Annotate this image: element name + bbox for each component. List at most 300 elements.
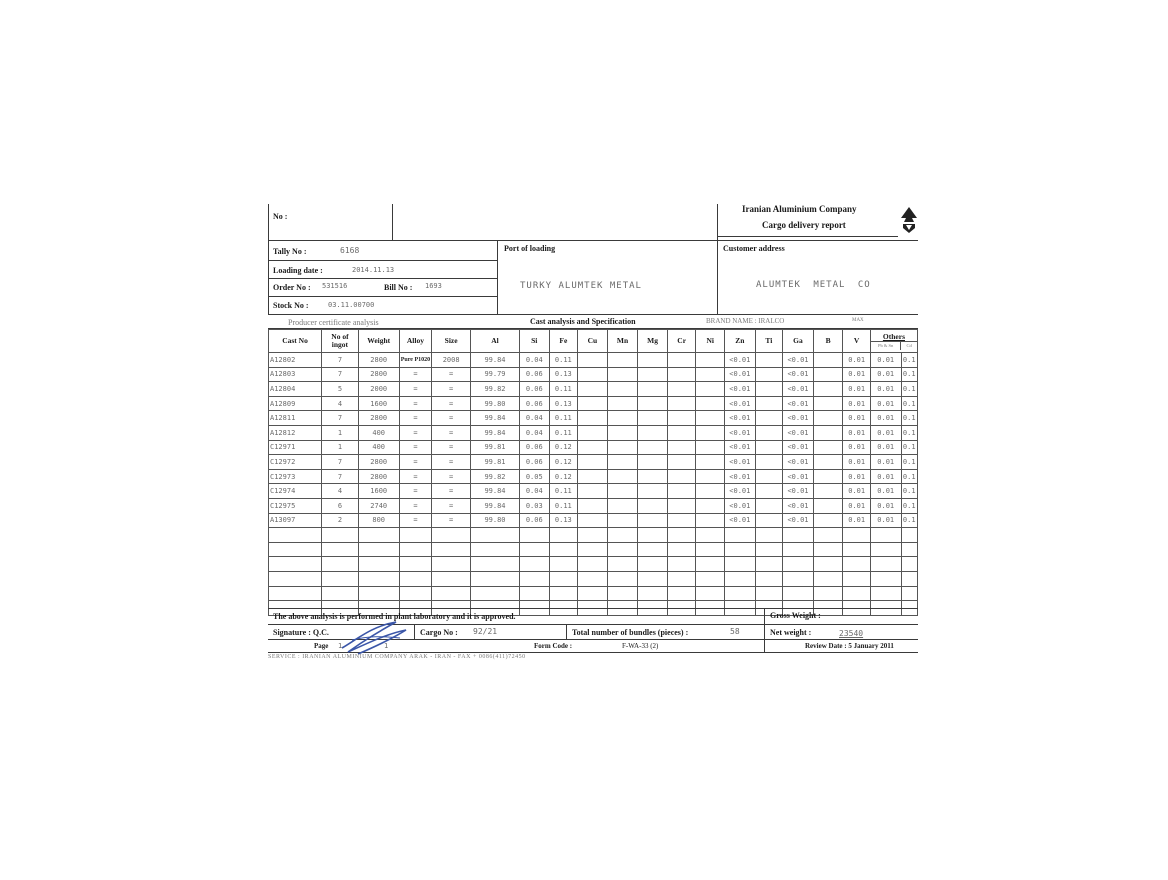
- table-cell: [471, 528, 520, 543]
- table-cell: [322, 557, 359, 572]
- table-cell: [578, 571, 608, 586]
- table-cell: [667, 484, 696, 499]
- table-cell: [667, 440, 696, 455]
- others-sub-label: Pb & Sn: [871, 342, 901, 350]
- table-cell: [667, 469, 696, 484]
- table-cell: 2: [322, 513, 359, 528]
- table-cell: 99.84: [471, 425, 520, 440]
- table-cell: [901, 528, 917, 543]
- table-cell: [813, 498, 843, 513]
- table-cell: [696, 542, 725, 557]
- table-header-row: [269, 330, 918, 353]
- table-cell: [870, 542, 901, 557]
- table-cell: 99.84: [471, 498, 520, 513]
- table-cell: [755, 382, 783, 397]
- table-cell: 0.01: [870, 382, 901, 397]
- table-cell: 0.06: [519, 396, 549, 411]
- table-row-empty: [269, 528, 918, 543]
- table-cell: 99.81: [471, 455, 520, 470]
- table-cell: 6: [322, 498, 359, 513]
- table-cell: [696, 469, 725, 484]
- table-cell: Pure P1020: [399, 353, 432, 368]
- table-cell: 7: [322, 367, 359, 382]
- table-cell: [725, 542, 756, 557]
- table-cell: 0.01: [870, 455, 901, 470]
- report-title: Cargo delivery report: [762, 220, 846, 230]
- table-cell: 7: [322, 411, 359, 426]
- table-cell: 7: [322, 455, 359, 470]
- table-cell: =: [432, 382, 471, 397]
- table-cell: [519, 586, 549, 601]
- table-cell: [607, 542, 638, 557]
- table-cell: =: [432, 411, 471, 426]
- table-cell: [399, 542, 432, 557]
- table-cell: C12972: [269, 455, 322, 470]
- table-cell: [870, 586, 901, 601]
- table-cell: [696, 353, 725, 368]
- col-header: Weight: [358, 330, 399, 353]
- table-cell: [783, 586, 814, 601]
- table-cell: [638, 367, 668, 382]
- table-cell: [813, 411, 843, 426]
- table-cell: [783, 557, 814, 572]
- table-cell: <0.01: [783, 367, 814, 382]
- table-cell: 0.06: [519, 367, 549, 382]
- table-cell: =: [399, 411, 432, 426]
- table-cell: [755, 411, 783, 426]
- table-cell: [813, 440, 843, 455]
- table-cell: 5: [322, 382, 359, 397]
- table-cell: 99.82: [471, 382, 520, 397]
- table-cell: A12804: [269, 382, 322, 397]
- table-cell: [813, 469, 843, 484]
- table-cell: =: [399, 455, 432, 470]
- table-cell: =: [399, 425, 432, 440]
- table-cell: [725, 528, 756, 543]
- review-date: Review Date : 5 January 2011: [805, 642, 894, 650]
- col-header: V: [843, 330, 871, 353]
- table-cell: 0.04: [519, 353, 549, 368]
- table-cell: [638, 353, 668, 368]
- table-cell: [432, 557, 471, 572]
- table-cell: [667, 425, 696, 440]
- table-cell: [519, 557, 549, 572]
- table-cell: 0.12: [549, 440, 578, 455]
- table-cell: [813, 367, 843, 382]
- col-header: Cr: [667, 330, 696, 353]
- table-cell: <0.01: [725, 396, 756, 411]
- table-cell: [813, 557, 843, 572]
- table-cell: 1600: [358, 396, 399, 411]
- table-cell: [843, 528, 871, 543]
- table-row: [269, 425, 918, 440]
- table-cell: [549, 557, 578, 572]
- table-cell: [696, 586, 725, 601]
- table-cell: [696, 513, 725, 528]
- table-cell: 99.80: [471, 513, 520, 528]
- table-cell: <0.01: [783, 396, 814, 411]
- table-cell: [813, 571, 843, 586]
- cargo-label: Cargo No :: [420, 628, 458, 637]
- table-cell: [696, 455, 725, 470]
- table-cell: [471, 586, 520, 601]
- table-cell: [578, 528, 608, 543]
- table-cell: 2800: [358, 367, 399, 382]
- table-cell: 0.01: [843, 367, 871, 382]
- col-header: Mn: [607, 330, 638, 353]
- table-cell: [638, 498, 668, 513]
- table-cell: [519, 542, 549, 557]
- table-cell: [901, 586, 917, 601]
- table-cell: [578, 469, 608, 484]
- table-cell: [667, 571, 696, 586]
- table-cell: [755, 498, 783, 513]
- loading-date-label: Loading date :: [273, 266, 323, 275]
- table-cell: 0.01: [870, 484, 901, 499]
- table-cell: [607, 455, 638, 470]
- table-cell: C12975: [269, 498, 322, 513]
- table-row: [269, 396, 918, 411]
- table-cell: =: [432, 367, 471, 382]
- table-cell: 4: [322, 484, 359, 499]
- table-cell: [813, 586, 843, 601]
- table-cell: [696, 557, 725, 572]
- table-cell: [607, 440, 638, 455]
- loading-date-value: 2014.11.13: [352, 266, 395, 274]
- table-cell: =: [399, 469, 432, 484]
- table-cell: [578, 557, 608, 572]
- company-box: [717, 204, 898, 237]
- table-cell: =: [432, 440, 471, 455]
- table-cell: [755, 571, 783, 586]
- table-cell: [696, 528, 725, 543]
- col-header: Zn: [725, 330, 756, 353]
- col-header: Cu: [578, 330, 608, 353]
- table-cell: 0.11: [549, 353, 578, 368]
- table-cell: 0.01: [843, 396, 871, 411]
- table-cell: [399, 528, 432, 543]
- table-cell: [755, 425, 783, 440]
- table-cell: [358, 542, 399, 557]
- table-cell: [358, 557, 399, 572]
- table-cell: [399, 557, 432, 572]
- table-cell: [578, 513, 608, 528]
- table-cell: [870, 528, 901, 543]
- table-cell: [399, 571, 432, 586]
- table-cell: [519, 571, 549, 586]
- table-cell: [755, 469, 783, 484]
- table-cell: 2008: [432, 353, 471, 368]
- table-cell: C12973: [269, 469, 322, 484]
- table-cell: [843, 542, 871, 557]
- table-cell: C12971: [269, 440, 322, 455]
- table-cell: 0.01: [843, 382, 871, 397]
- table-cell: 4: [322, 396, 359, 411]
- table-cell: [638, 396, 668, 411]
- table-cell: 0.01: [870, 396, 901, 411]
- signature-label: Signature : Q.C.: [273, 628, 329, 637]
- table-cell: [638, 455, 668, 470]
- table-cell: [901, 557, 917, 572]
- table-cell: [696, 484, 725, 499]
- table-cell: [358, 528, 399, 543]
- table-cell: [432, 528, 471, 543]
- table-cell: =: [432, 455, 471, 470]
- table-cell: 0.11: [549, 382, 578, 397]
- table-cell: =: [399, 382, 432, 397]
- table-cell: [269, 586, 322, 601]
- table-cell: =: [432, 484, 471, 499]
- form-code-value: F-WA-33 (2): [622, 642, 659, 650]
- table-cell: 1: [322, 425, 359, 440]
- col-header: Alloy: [399, 330, 432, 353]
- table-cell: 0.01: [870, 498, 901, 513]
- brand-extra: MAX: [852, 318, 864, 323]
- table-row-empty: [269, 571, 918, 586]
- table-cell: <0.01: [783, 484, 814, 499]
- table-cell: [607, 513, 638, 528]
- order-label: Order No :: [273, 283, 311, 292]
- table-cell: [269, 557, 322, 572]
- table-cell: [269, 542, 322, 557]
- table-cell: [725, 586, 756, 601]
- others-sub-label: Cd: [906, 342, 912, 348]
- table-cell: =: [399, 367, 432, 382]
- table-cell: 2800: [358, 455, 399, 470]
- table-cell: <0.01: [783, 425, 814, 440]
- table-cell: [549, 542, 578, 557]
- cargo-value: 92/21: [473, 627, 498, 636]
- table-cell: 99.82: [471, 469, 520, 484]
- table-cell: 0.06: [519, 455, 549, 470]
- table-cell: 0.01: [870, 513, 901, 528]
- table-cell: 0.11: [549, 498, 578, 513]
- table-cell: =: [432, 469, 471, 484]
- cargo-delivery-report: [268, 204, 918, 664]
- table-cell: [578, 367, 608, 382]
- table-cell: [638, 571, 668, 586]
- table-cell: [638, 528, 668, 543]
- table-cell: 0.12: [549, 455, 578, 470]
- table-cell: [667, 513, 696, 528]
- table-cell: 2800: [358, 353, 399, 368]
- table-cell: 7: [322, 469, 359, 484]
- table-cell: =: [432, 498, 471, 513]
- table-cell: [638, 411, 668, 426]
- table-cell: [813, 455, 843, 470]
- table-cell: [813, 484, 843, 499]
- table-cell: [783, 571, 814, 586]
- table-cell: [696, 498, 725, 513]
- table-row-empty: [269, 586, 918, 601]
- table-cell: <0.01: [725, 411, 756, 426]
- table-cell: 0.13: [549, 367, 578, 382]
- table-cell: 0.1: [901, 513, 917, 528]
- table-cell: A12811: [269, 411, 322, 426]
- cast-analysis-label: Cast analysis and Specification: [530, 317, 636, 326]
- table-cell: [843, 571, 871, 586]
- table-cell: <0.01: [783, 498, 814, 513]
- table-cell: [638, 425, 668, 440]
- others-label: Others: [871, 333, 917, 342]
- table-cell: 800: [358, 513, 399, 528]
- table-cell: [638, 469, 668, 484]
- table-cell: 0.06: [519, 382, 549, 397]
- table-cell: A12802: [269, 353, 322, 368]
- table-cell: 0.1: [901, 411, 917, 426]
- page-value: 1: [338, 642, 343, 650]
- table-cell: <0.01: [725, 367, 756, 382]
- table-cell: [667, 586, 696, 601]
- table-cell: 1600: [358, 484, 399, 499]
- table-cell: [725, 571, 756, 586]
- table-cell: [696, 367, 725, 382]
- table-cell: [578, 484, 608, 499]
- table-cell: 0.01: [843, 455, 871, 470]
- table-cell: [667, 382, 696, 397]
- table-cell: 2000: [358, 382, 399, 397]
- table-cell: =: [399, 498, 432, 513]
- table-cell: 0.03: [519, 498, 549, 513]
- table-cell: [696, 571, 725, 586]
- table-cell: [549, 528, 578, 543]
- table-cell: [755, 455, 783, 470]
- table-cell: [755, 542, 783, 557]
- table-cell: 1: [322, 440, 359, 455]
- table-cell: 0.11: [549, 484, 578, 499]
- table-cell: [549, 586, 578, 601]
- table-cell: 0.01: [843, 411, 871, 426]
- table-cell: =: [399, 513, 432, 528]
- table-cell: 0.06: [519, 513, 549, 528]
- table-cell: <0.01: [783, 382, 814, 397]
- table-cell: [696, 440, 725, 455]
- table-cell: [471, 571, 520, 586]
- table-cell: [578, 586, 608, 601]
- table-cell: [696, 411, 725, 426]
- page-label: Page: [314, 642, 329, 650]
- table-cell: [667, 367, 696, 382]
- table-cell: [755, 513, 783, 528]
- table-cell: [667, 411, 696, 426]
- table-cell: [519, 528, 549, 543]
- table-cell: [607, 557, 638, 572]
- table-cell: <0.01: [783, 513, 814, 528]
- table-cell: [578, 396, 608, 411]
- table-row: [269, 367, 918, 382]
- col-header: No of ingot: [322, 330, 359, 353]
- col-header: Si: [519, 330, 549, 353]
- table-cell: [578, 542, 608, 557]
- table-cell: [813, 513, 843, 528]
- table-cell: [578, 440, 608, 455]
- table-cell: [322, 542, 359, 557]
- table-cell: [432, 571, 471, 586]
- table-cell: 99.81: [471, 440, 520, 455]
- table-cell: 0.01: [870, 425, 901, 440]
- table-cell: <0.01: [783, 440, 814, 455]
- table-cell: [607, 411, 638, 426]
- table-cell: [638, 557, 668, 572]
- table-cell: 99.84: [471, 353, 520, 368]
- table-cell: [322, 571, 359, 586]
- table-cell: [638, 542, 668, 557]
- table-cell: A12812: [269, 425, 322, 440]
- table-cell: <0.01: [725, 498, 756, 513]
- table-cell: [783, 542, 814, 557]
- table-cell: <0.01: [783, 455, 814, 470]
- table-cell: 99.84: [471, 484, 520, 499]
- gross-weight-label: Gross Weight :: [770, 611, 821, 620]
- table-cell: 0.01: [870, 353, 901, 368]
- table-cell: [813, 528, 843, 543]
- table-cell: [607, 382, 638, 397]
- table-cell: [755, 528, 783, 543]
- table-cell: [638, 513, 668, 528]
- table-cell: [578, 411, 608, 426]
- col-header: Fe: [549, 330, 578, 353]
- table-cell: [813, 542, 843, 557]
- table-cell: 0.11: [549, 425, 578, 440]
- table-cell: <0.01: [783, 353, 814, 368]
- table-row: [269, 484, 918, 499]
- table-cell: [471, 542, 520, 557]
- table-cell: 2740: [358, 498, 399, 513]
- table-cell: 0.05: [519, 469, 549, 484]
- table-cell: [667, 396, 696, 411]
- table-cell: 0.04: [519, 425, 549, 440]
- table-row: [269, 411, 918, 426]
- customer-label: Customer address: [723, 244, 785, 253]
- table-cell: [755, 557, 783, 572]
- address-line: SERVICE : IRANIAN ALUMINIUM COMPANY ARAK - IRAN - FAX + 0086(411)72450: [268, 654, 526, 660]
- col-header: B: [813, 330, 843, 353]
- table-cell: [667, 353, 696, 368]
- table-cell: [322, 586, 359, 601]
- table-cell: [578, 382, 608, 397]
- table-cell: [667, 557, 696, 572]
- company-logo-icon: [900, 206, 918, 234]
- table-cell: <0.01: [725, 513, 756, 528]
- bundles-value: 58: [730, 627, 740, 636]
- table-cell: <0.01: [725, 353, 756, 368]
- table-cell: [607, 367, 638, 382]
- table-cell: [322, 528, 359, 543]
- table-cell: [358, 571, 399, 586]
- table-row: [269, 469, 918, 484]
- table-row-empty: [269, 542, 918, 557]
- table-cell: [432, 542, 471, 557]
- table-cell: <0.01: [725, 382, 756, 397]
- form-code-label: Form Code :: [534, 642, 573, 650]
- table-cell: 0.1: [901, 382, 917, 397]
- table-cell: [432, 586, 471, 601]
- table-cell: 0.13: [549, 396, 578, 411]
- port-label: Port of loading: [504, 244, 556, 253]
- table-cell: [783, 528, 814, 543]
- table-cell: 99.80: [471, 396, 520, 411]
- table-cell: 2800: [358, 411, 399, 426]
- net-weight-label: Net weight :: [770, 628, 812, 637]
- table-cell: <0.01: [725, 425, 756, 440]
- table-row-empty: [269, 557, 918, 572]
- table-cell: 0.04: [519, 484, 549, 499]
- table-row: [269, 498, 918, 513]
- table-cell: <0.01: [725, 455, 756, 470]
- table-row: [269, 513, 918, 528]
- table-cell: [269, 528, 322, 543]
- tally-value: 6168: [340, 246, 360, 255]
